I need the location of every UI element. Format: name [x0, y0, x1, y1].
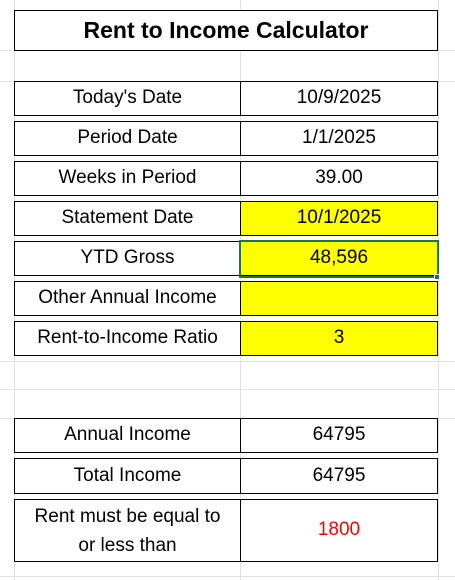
other-annual-income-label: Other Annual Income [14, 281, 241, 316]
annual-income-value[interactable]: 64795 [240, 418, 438, 453]
weeks-in-period-label: Weeks in Period [14, 161, 241, 196]
statement-date-input[interactable]: 10/1/2025 [240, 201, 438, 236]
max-rent-label-line1: Rent must be equal to [34, 506, 221, 527]
rent-to-income-ratio-input[interactable]: 3 [240, 321, 438, 356]
gridline [0, 389, 455, 390]
period-date-label: Period Date [14, 121, 241, 156]
total-income-value[interactable]: 64795 [240, 458, 438, 494]
max-rent-label-line2: or less than [78, 534, 177, 556]
gridline [0, 576, 455, 577]
todays-date-value[interactable]: 10/9/2025 [240, 81, 438, 116]
gridline [438, 0, 439, 580]
ytd-gross-label: YTD Gross [14, 241, 241, 276]
rent-to-income-ratio-label: Rent-to-Income Ratio [14, 321, 241, 356]
ytd-gross-input[interactable]: 48,596 [240, 241, 438, 276]
max-rent-value[interactable]: 1800 [240, 499, 438, 562]
total-income-label: Total Income [14, 458, 241, 494]
other-annual-income-input[interactable] [240, 281, 438, 316]
gridline [0, 361, 455, 362]
statement-date-label: Statement Date [14, 201, 241, 236]
weeks-in-period-value[interactable]: 39.00 [240, 161, 438, 196]
fill-handle[interactable] [434, 274, 440, 280]
max-rent-label [14, 499, 241, 562]
period-date-value[interactable]: 1/1/2025 [240, 121, 438, 156]
annual-income-label: Annual Income [14, 418, 241, 453]
todays-date-label: Today's Date [14, 81, 241, 116]
calculator-title: Rent to Income Calculator [14, 10, 438, 51]
